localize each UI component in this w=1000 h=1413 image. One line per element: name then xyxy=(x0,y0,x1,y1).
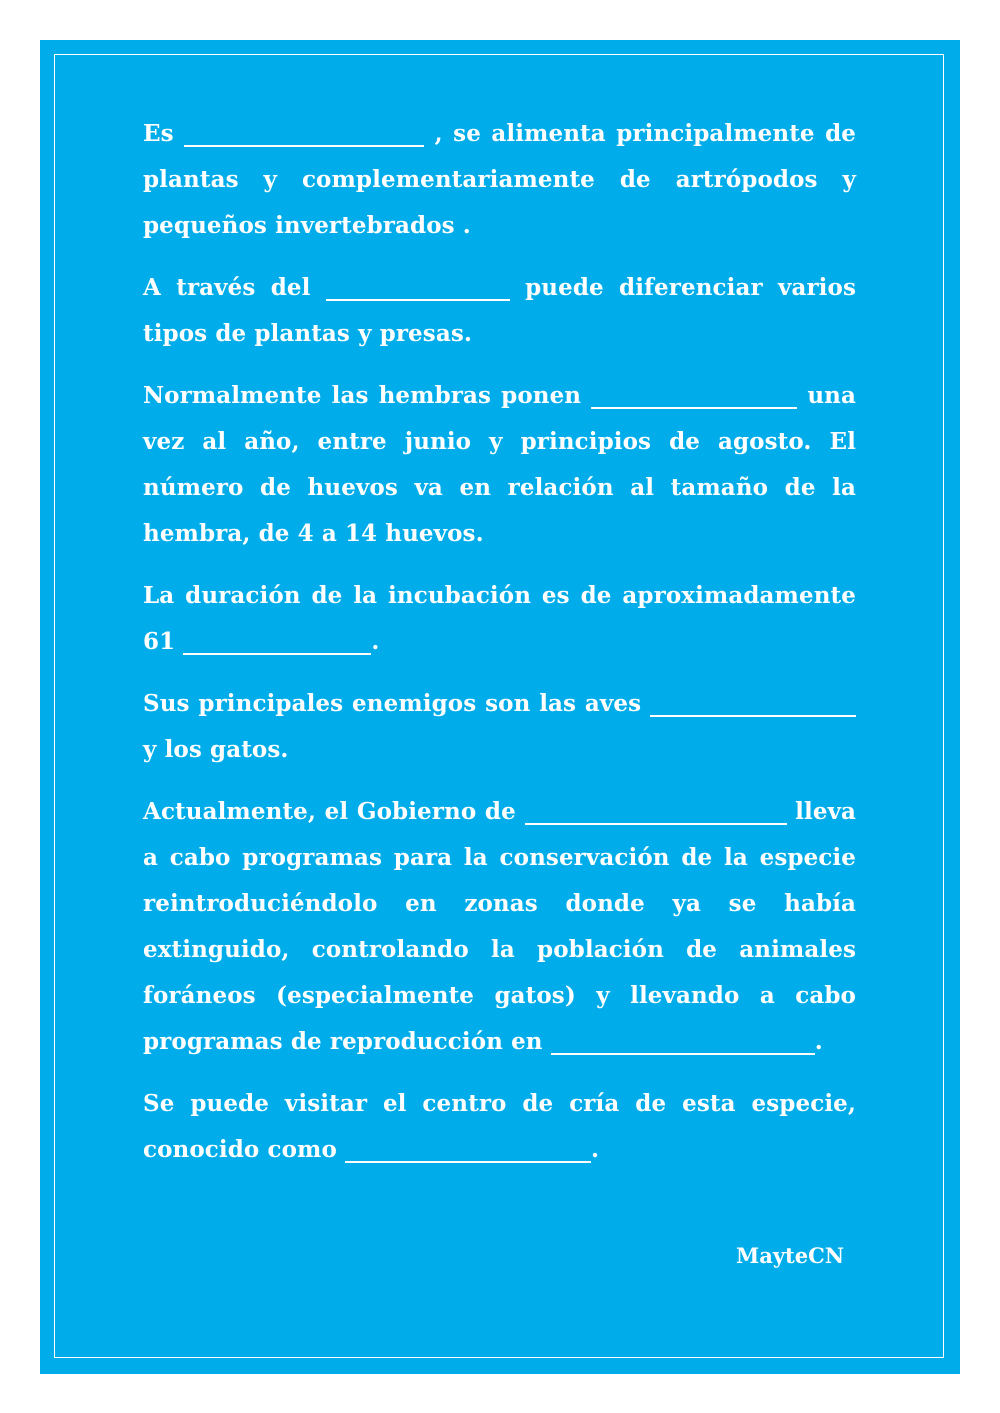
author-signature: MayteCN xyxy=(736,1243,845,1268)
paragraph-text: , se alimenta principalmente de plantas y complementariamente de artrópodos y pequeños invertebrados . xyxy=(143,120,857,239)
paragraph-text: La duración de la incubación es de aproximadamente 61 xyxy=(143,582,856,655)
paragraph-conservation xyxy=(143,789,856,1065)
paragraph-text: Normalmente las hembras ponen xyxy=(143,382,582,409)
paragraph-incubation xyxy=(143,573,856,665)
paragraph-text: Sus principales enemigos son las aves xyxy=(143,690,642,717)
paragraph-text: . xyxy=(814,1028,823,1055)
blank-answer-8[interactable] xyxy=(345,1133,591,1163)
paragraph-text: lleva a cabo programas para la conservación de la especie reintroduciéndolo en zonas donde ya se había extinguido, controlando la población de animales foráneos (especialmente gatos) y llevando a cabo programas de reproducción en xyxy=(143,798,857,1055)
paragraph-text: Es xyxy=(143,120,174,147)
paragraph-text: . xyxy=(591,1136,600,1163)
blank-answer-5[interactable] xyxy=(650,687,856,717)
paragraph-reproduction xyxy=(143,373,856,557)
paragraph-text: puede diferenciar varios tipos de plantas y presas. xyxy=(143,274,857,347)
blank-answer-7[interactable] xyxy=(551,1025,815,1055)
blank-answer-4[interactable] xyxy=(183,625,371,655)
paragraph-diet xyxy=(143,111,856,249)
paragraph-text: una vez al año, entre junio y principios de agosto. El número de huevos va en relación al tamaño de la hembra, de 4 a 14 huevos. xyxy=(143,382,857,547)
blank-answer-2[interactable] xyxy=(326,271,510,301)
paragraph-sense xyxy=(143,265,856,357)
paragraph-enemies xyxy=(143,681,856,773)
paragraph-text: . xyxy=(371,628,380,655)
worksheet-body xyxy=(143,111,856,1189)
paragraph-text: Actualmente, el Gobierno de xyxy=(143,798,516,825)
blank-answer-1[interactable] xyxy=(184,117,424,147)
blank-answer-3[interactable] xyxy=(591,379,797,409)
paragraph-text: A través del xyxy=(143,274,311,301)
paragraph-text: y los gatos. xyxy=(143,736,289,763)
paragraph-text: Se puede visitar el centro de cría de esta especie, conocido como xyxy=(143,1090,856,1163)
paragraph-visit xyxy=(143,1081,856,1173)
blank-answer-6[interactable] xyxy=(525,795,787,825)
